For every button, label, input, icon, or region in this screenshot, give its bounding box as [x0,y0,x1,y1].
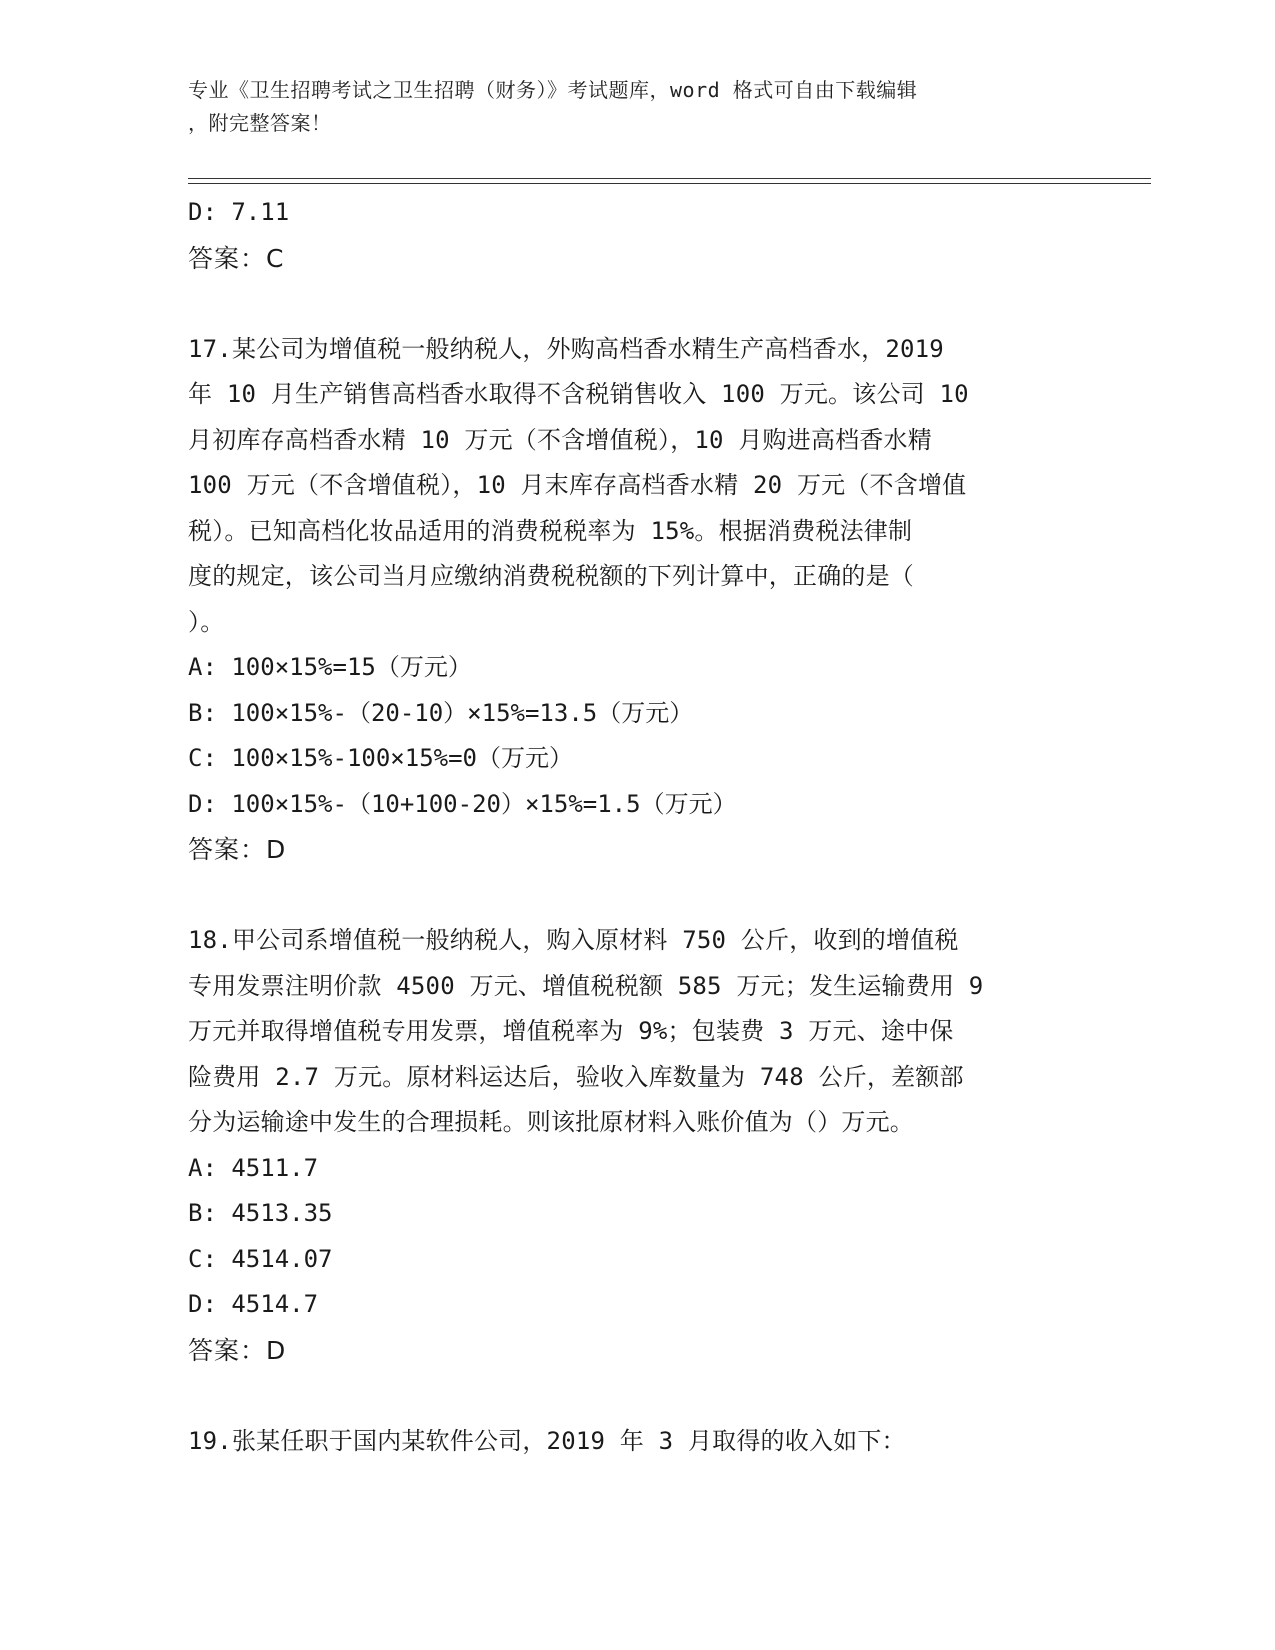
question-17 [188,327,1088,646]
question-17-option-a: A: 100×15%=15（万元） [188,653,472,681]
header-line-2: ，附完整答案！ [188,111,332,135]
question-18-stem-line: 分为运输途中发生的合理损耗。则该批原材料入账价值为（）万元。 [188,1108,914,1136]
question-18-stem-line: 18.甲公司系增值税一般纳税人，购入原材料 750 公斤，收到的增值税 [188,926,959,954]
question-18 [188,918,1088,1146]
header-line-1: 专业《卫生招聘考试之卫生招聘（财务）》考试题库，word 格式可自由下载编辑 [188,78,918,102]
question-17-stem-line: ）。 [188,607,225,636]
answer-line: 答案：C [188,243,285,273]
question-19 [188,1419,1088,1465]
question-18-option-c: C: 4514.07 [188,1244,333,1273]
question-18-stem-line: 专用发票注明价款 4500 万元、增值税税额 585 万元；发生运输费用 9 [188,971,984,1000]
question-18-stem-line: 险费用 2.7 万元。原材料运达后，验收入库数量为 748 公斤，差额部 [188,1062,964,1091]
question-17-stem-line: 月初库存高档香水精 10 万元（不含增值税），10 月购进高档香水精 [188,425,932,454]
question-17-stem-line: 度的规定，该公司当月应缴纳消费税税额的下列计算中，正确的是（ [188,562,914,590]
question-17-answer: 答案：D [188,835,287,864]
question-18-stem-line: 万元并取得增值税专用发票，增值税率为 9%；包装费 3 万元、途中保 [188,1017,954,1045]
question-17-stem-line: 17.某公司为增值税一般纳税人，外购高档香水精生产高档香水，2019 [188,334,944,363]
header-rule-top [188,178,1151,179]
spacer [188,281,1088,327]
option-d: D: 7.11 [188,198,290,226]
question-17-stem-line: 税）。已知高档化妆品适用的消费税税率为 15%。根据消费税法律制 [188,516,913,545]
question-18-option-a: A: 4511.7 [188,1153,319,1182]
question-18-option-d: D: 4514.7 [188,1290,319,1318]
document-body [188,190,1088,1464]
question-17-option-b: B: 100×15%-（20-10）×15%=13.5（万元） [188,698,694,727]
question-18-option-b: B: 4513.35 [188,1199,333,1227]
header-rule-bottom [188,183,1151,184]
document-header [188,74,1088,140]
question-17-option-d: D: 100×15%-（10+100-20）×15%=1.5（万元） [188,789,737,818]
question-17-option-c: C: 100×15%-100×15%=0（万元） [188,744,573,772]
question-19-stem-line: 19.张某任职于国内某软件公司，2019 年 3 月取得的收入如下： [188,1426,906,1455]
spacer [188,1373,1088,1419]
spacer [188,873,1088,919]
question-17-stem-line: 100 万元（不含增值税），10 月末库存高档香水精 20 万元（不含增值 [188,471,967,499]
question-17-stem-line: 年 10 月生产销售高档香水取得不含税销售收入 100 万元。该公司 10 [188,380,969,408]
question-18-answer: 答案：D [188,1335,287,1365]
